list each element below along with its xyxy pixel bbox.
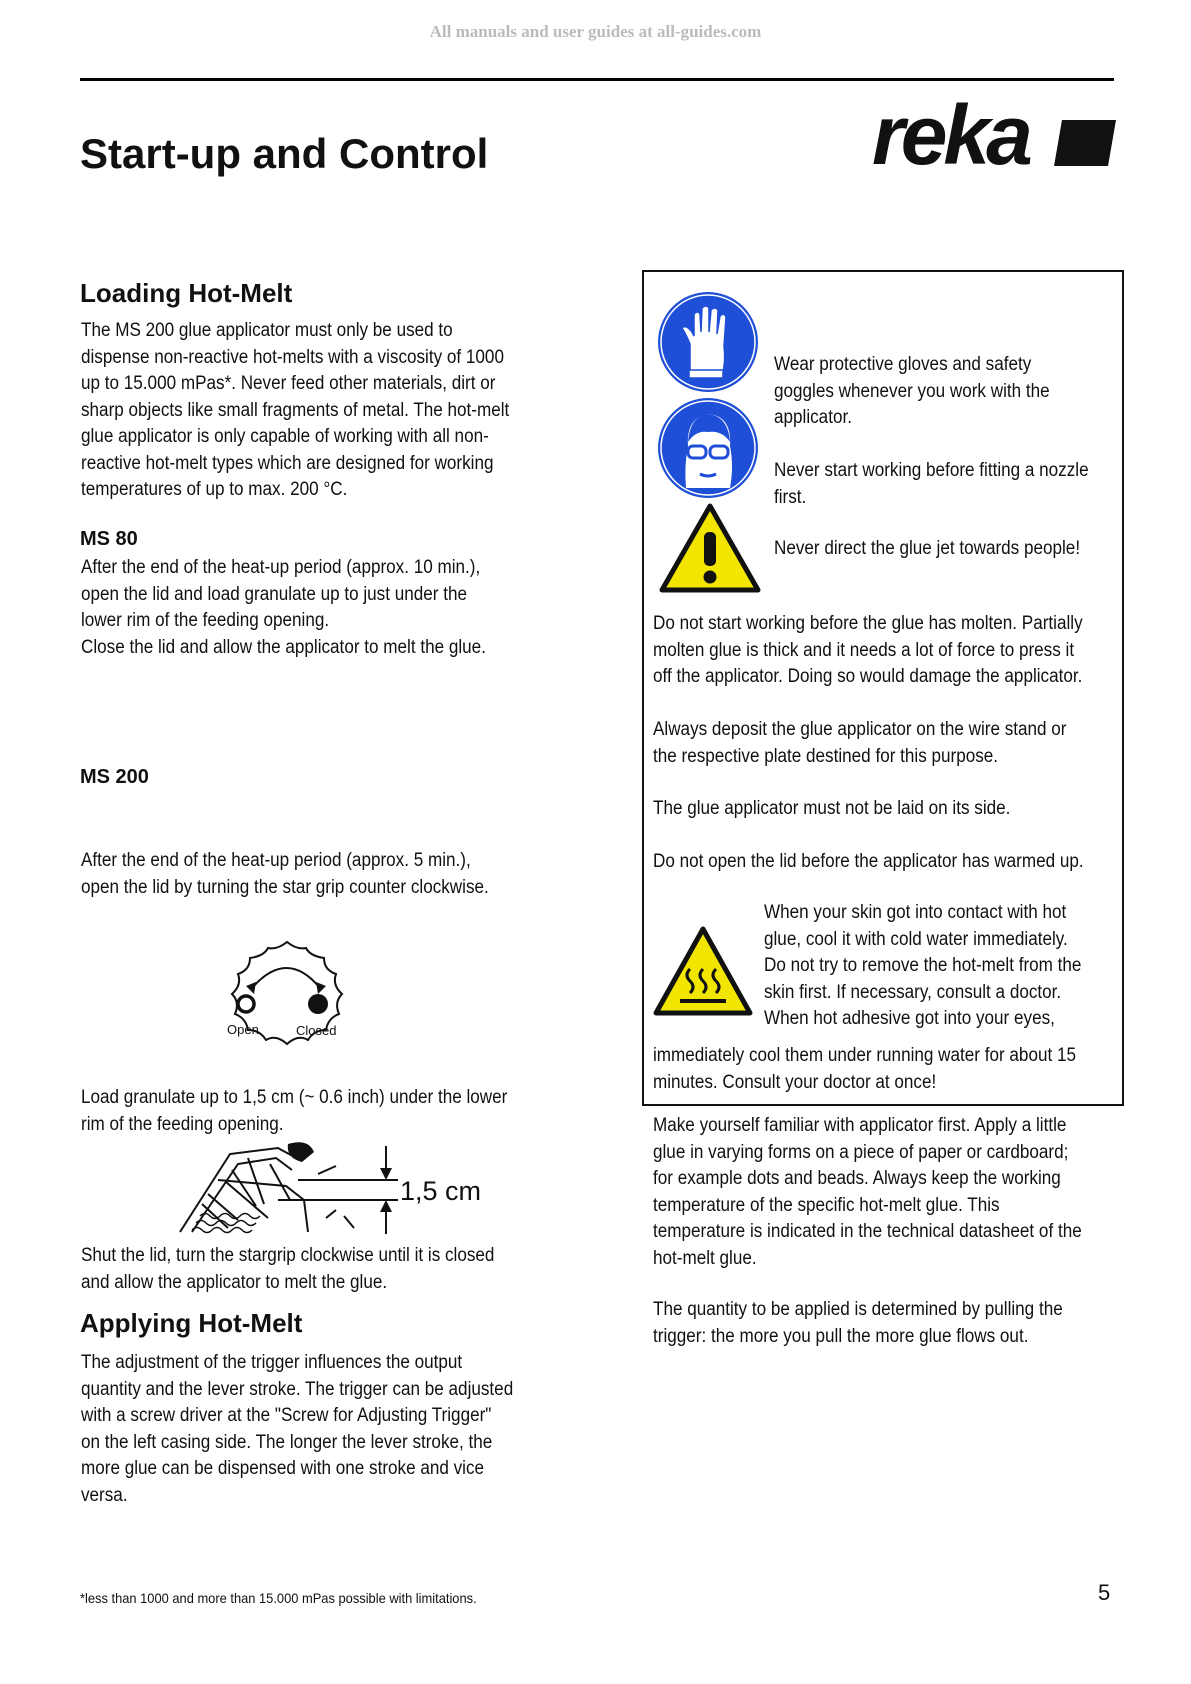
loading-heading: Loading Hot-Melt (80, 278, 293, 308)
warning-gloves-goggles: Wear protective gloves and safety goggles whenever you work with the applicator. (774, 354, 1050, 428)
applying-text: The adjustment of the trigger influences the output quantity and the lever stroke. The trigger can be adjusted with a screw driver at the "Screw for Adjusting Trigger" on the left casing side. The longer the lever stroke, the more glue can be dispensed with one stroke and vice versa. (81, 1352, 514, 1506)
warning-side: The glue applicator must not be laid on its side. (653, 798, 1011, 819)
ms80-heading: MS 80 (80, 528, 138, 550)
warning-skin: When your skin got into contact with hot glue, cool it with cold water immediately. Do not try to remove the hot-melt from the skin first. If necessary, consult a doctor. When hot adhesive got into your eyes, (764, 902, 1082, 1029)
open-label: Open (227, 1022, 259, 1037)
depth-label: 1,5 cm (400, 1176, 482, 1206)
logo-block (1054, 120, 1116, 166)
ms200-text: After the end of the heat-up period (approx. 5 min.), open the lid by turning the star grip counter clockwise. (81, 850, 489, 898)
warning-jet: Never direct the glue jet towards people! (774, 538, 1081, 559)
open-marker (238, 996, 254, 1012)
dimension-arrow-top (380, 1168, 392, 1180)
logo-text: reka (872, 98, 1029, 176)
general-warning-icon (658, 502, 762, 594)
shut-text: Shut the lid, turn the stargrip clockwise until it is closed and allow the applicator to melt the glue. (81, 1245, 495, 1293)
watermark: All manuals and user guides at all-guides.com (429, 22, 762, 41)
page-number: 5 (1098, 1580, 1111, 1605)
hot-surface-icon (652, 925, 754, 1017)
fill-level-diagram (178, 1140, 498, 1236)
warning-lid: Do not open the lid before the applicator has warmed up. (653, 851, 1084, 872)
ms80-text: After the end of the heat-up period (approx. 10 min.), open the lid and load granulate up to just under the lower rim of the feeding opening. Close the lid and allow the applicator to melt the glue. (81, 557, 486, 658)
ms200-heading: MS 200 (80, 766, 149, 788)
gloves-icon (656, 290, 760, 394)
loading-intro: The MS 200 glue applicator must only be used to dispense non-reactive hot-melts with a viscosity of 1000 up to 15.000 mPas*. Never feed other materials, dirt or sharp objects like small fragments of metal. The hot-melt glue applicator is only capable of working with all non- reactive hot-melt types which are designed for working temperatures of up to max. 200 °C. (81, 320, 510, 500)
quantity-text: The quantity to be applied is determined by pulling the trigger: the more you pull the more glue flows out. (653, 1299, 1063, 1347)
closed-marker (308, 994, 328, 1014)
closed-label: Closed (296, 1023, 337, 1038)
load-text: Load granulate up to 1,5 cm (~ 0.6 inch) under the lower rim of the feeding opening. (81, 1087, 508, 1135)
warning-deposit: Always deposit the glue applicator on the wire stand or the respective plate destined for this purpose. (653, 719, 1067, 767)
safety-goggles-icon (656, 396, 760, 500)
reka-logo (872, 98, 1116, 176)
header-rule (80, 78, 1114, 81)
star-grip-diagram (222, 940, 352, 1055)
star-grip-knob (288, 1142, 314, 1162)
footnote: *less than 1000 and more than 15.000 mPas possible with limitations. (80, 1590, 477, 1606)
dimension-arrow-bottom (380, 1200, 392, 1212)
warning-eyes: immediately cool them under running water for about 15 minutes. Consult your doctor at once! (653, 1045, 1076, 1093)
familiar-text: Make yourself familiar with applicator first. Apply a little glue in varying forms on a piece of paper or cardboard; for example dots and beads. Always keep the working temperature of the specific hot-melt glue. This temperature is indicated in the technical datasheet of the hot-melt glue. (653, 1115, 1082, 1269)
lid-detail (318, 1166, 354, 1228)
hopper-outline (180, 1148, 308, 1232)
warning-molten: Do not start working before the glue has molten. Partially molten glue is thick and it needs a lot of force to press it off the applicator. Doing so would damage the applicator. (653, 613, 1083, 687)
page-title: Start-up and Control (80, 130, 489, 177)
warning-nozzle: Never start working before fitting a nozzle first. (774, 460, 1089, 508)
applying-heading: Applying Hot-Melt (80, 1308, 303, 1338)
